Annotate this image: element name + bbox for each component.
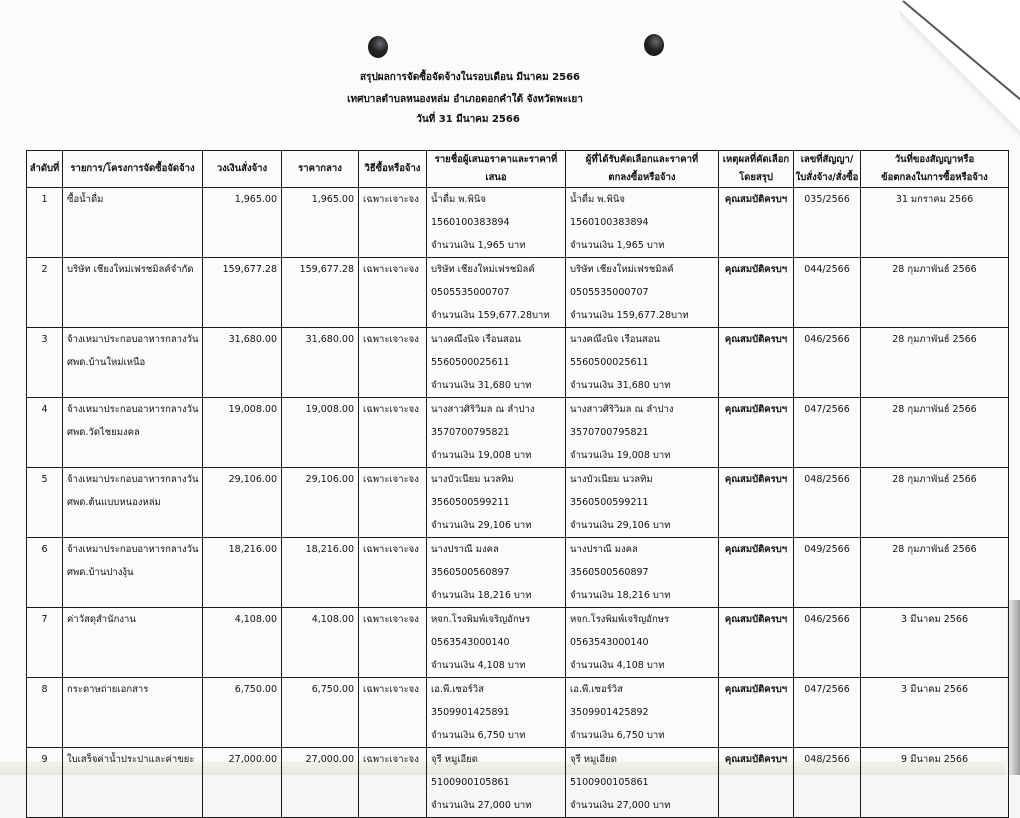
bidder-name: นางปราณี มงคล [431,544,499,555]
bidder-amount: จำนวนเงิน 29,106 บาท [431,520,532,531]
winner-name: น้ำดื่ม พ.พินิจ [570,194,625,205]
contract-date: 28 กุมภาพันธ์ 2566 [892,474,977,485]
item-name-line1: ซื้อน้ำดื่ม [67,194,104,205]
report-title: สรุปผลการจัดซื้อจัดจ้างในรอบเดือน มีนาคม 2566 [359,72,581,83]
procurement-method: เฉพาะเจาะจง [363,404,419,415]
col-header-date-line2: ข้อตกลงในการซื้อหรือจ้าง [881,172,988,183]
winner-amount: จำนวนเงิน 18,216 บาท [570,590,671,601]
row-number: 7 [41,614,48,625]
procurement-method: เฉพาะเจาะจง [363,614,419,625]
selection-reason: คุณสมบัติครบฯ [724,194,788,205]
bidder-name: หจก.โรงพิมพ์เจริญอักษร [431,614,531,625]
selection-reason: คุณสมบัติครบฯ [724,474,788,485]
item-name-line2: ศพด.บ้านปางงุ้น [67,567,134,578]
contract-date: 3 มีนาคม 2566 [901,684,968,695]
budget-amount: 29,106.00 [228,474,277,485]
contract-number: 047/2566 [804,684,850,695]
median-price: 1,965.00 [311,194,354,205]
bidder-name: นางคณึงนิจ เรือนสอน [431,334,521,345]
report-date: วันที่ 31 มีนาคม 2566 [416,114,520,125]
contract-number: 046/2566 [804,614,850,625]
winner-tax-id: 3570700795821 [570,427,649,438]
procurement-method: เฉพาะเจาะจง [363,684,419,695]
winner-name: นางคณึงนิจ เรือนสอน [570,334,660,345]
budget-amount: 6,750.00 [234,684,277,695]
selection-reason: คุณสมบัติครบฯ [724,614,788,625]
col-header-date-line1: วันที่ของสัญญาหรือ [894,154,975,165]
table-row [27,468,1009,538]
bidder-tax-id: 3560500560897 [431,567,510,578]
winner-amount: จำนวนเงิน 19,008 บาท [570,450,671,461]
row-number: 4 [41,404,48,415]
row-number: 2 [41,264,48,275]
item-name-line2 [63,631,202,635]
winner-tax-id: 5560500025611 [570,357,649,368]
item-name-line1: จ้างเหมาประกอบอาหารกลางวัน [67,334,199,345]
bidder-name: จุรี หมูเอียด [431,754,478,765]
table-row [27,538,1009,608]
contract-number: 035/2566 [804,194,850,205]
winner-name: นางปราณี มงคล [570,544,638,555]
procurement-method: เฉพาะเจาะจง [363,334,419,345]
col-header-reason [719,151,794,188]
item-name-line2: ศพด.บ้านใหม่เหนือ [67,357,146,368]
table-header-row [27,151,1009,188]
median-price: 31,680.00 [305,334,354,345]
item-name-line1: บริษัท เชียงใหม่เฟรชมิลค์จำกัด [67,264,194,275]
row-number: 5 [41,474,48,485]
bidder-amount: จำนวนเงิน 27,000 บาท [431,800,532,811]
bidder-amount: จำนวนเงิน 31,680 บาท [431,380,532,391]
median-price: 18,216.00 [305,544,354,555]
col-header-winner-line2: ตกลงซื้อหรือจ้าง [608,172,676,183]
procurement-table [26,150,1009,818]
budget-amount: 159,677.28 [222,264,277,275]
procurement-method: เฉพาะเจาะจง [363,264,419,275]
winner-amount: จำนวนเงิน 6,750 บาท [570,730,665,741]
winner-tax-id: 3509901425892 [570,707,649,718]
bidder-name: นางบัวเนียม นวลทิม [431,474,514,485]
contract-date: 28 กุมภาพันธ์ 2566 [892,334,977,345]
bidder-name: เอ.พี.เซอร์วิส [431,684,484,695]
table-row [27,678,1009,748]
procurement-method: เฉพาะเจาะจง [363,474,419,485]
folded-corner [900,0,1020,150]
winner-amount: จำนวนเงิน 31,680 บาท [570,380,671,391]
median-price: 6,750.00 [311,684,354,695]
item-name-line1: จ้างเหมาประกอบอาหารกลางวัน [67,544,199,555]
item-name-line1: ใบเสร็จค่าน้ำประปาและค่าขยะ [67,754,195,765]
row-number: 6 [41,544,48,555]
budget-amount: 1,965.00 [234,194,277,205]
selection-reason: คุณสมบัติครบฯ [724,334,788,345]
winner-amount: จำนวนเงิน 27,000 บาท [570,800,671,811]
item-name-line1: ค่าวัสดุสำนักงาน [67,614,136,625]
winner-amount: จำนวนเงิน 4,108 บาท [570,660,665,671]
row-number: 3 [41,334,48,345]
table-row [27,188,1009,258]
bidder-amount: จำนวนเงิน 19,008 บาท [431,450,532,461]
winner-tax-id: 0563543000140 [570,637,649,648]
bidder-amount: จำนวนเงิน 4,108 บาท [431,660,526,671]
selection-reason: คุณสมบัติครบฯ [724,264,788,275]
winner-amount: จำนวนเงิน 1,965 บาท [570,240,665,251]
winner-name: บริษัท เชียงใหม่เฟรชมิลค์ [570,264,674,275]
procurement-method: เฉพาะเจาะจง [363,754,419,765]
contract-date: 28 กุมภาพันธ์ 2566 [892,264,977,275]
bidder-tax-id: 1560100383894 [431,217,510,228]
contract-number: 044/2566 [804,264,850,275]
selection-reason: คุณสมบัติครบฯ [724,754,788,765]
table-row [27,748,1009,818]
bidder-name: นางสาวศิริวิมล ณ ลำปาง [431,404,535,415]
col-header-reason-line2: โดยสรุป [739,172,773,183]
row-number: 9 [41,754,48,765]
winner-name: จุรี หมูเอียด [570,754,617,765]
contract-date: 3 มีนาคม 2566 [901,614,968,625]
selection-reason: คุณสมบัติครบฯ [724,404,788,415]
budget-amount: 19,008.00 [228,404,277,415]
bidder-tax-id: 0563543000140 [431,637,510,648]
row-number: 8 [41,684,48,695]
contract-date: 28 กุมภาพันธ์ 2566 [892,544,977,555]
winner-name: เอ.พี.เซอร์วิส [570,684,623,695]
contract-number: 048/2566 [804,474,850,485]
item-name-line1: กระดาษถ่ายเอกสาร [67,684,149,695]
procurement-method: เฉพาะเจาะจง [363,544,419,555]
bidder-tax-id: 0505535000707 [431,287,510,298]
budget-amount: 18,216.00 [228,544,277,555]
item-name-line1: จ้างเหมาประกอบอาหารกลางวัน [67,404,199,415]
contract-number: 049/2566 [804,544,850,555]
bidder-tax-id: 5560500025611 [431,357,510,368]
item-name-line2 [63,701,202,705]
col-header-date [861,151,1009,188]
bidder-amount: จำนวนเงิน 18,216 บาท [431,590,532,601]
col-header-contract [794,151,861,188]
bidder-name: น้ำดื่ม พ.พินิจ [431,194,486,205]
col-header-item: รายการ/โครงการจัดซื้อจัดจ้าง [63,151,203,188]
col-header-budget: วงเงินสั่งจ้าง [203,151,282,188]
item-name-line2 [63,211,202,215]
bidder-tax-id: 3560500599211 [431,497,510,508]
item-name-line1: จ้างเหมาประกอบอาหารกลางวัน [67,474,199,485]
winner-name: นางบัวเนียม นวลทิม [570,474,653,485]
bidder-amount: จำนวนเงิน 1,965 บาท [431,240,526,251]
budget-amount: 27,000.00 [228,754,277,765]
median-price: 4,108.00 [311,614,354,625]
contract-date: 31 มกราคม 2566 [895,194,974,205]
contract-number: 048/2566 [804,754,850,765]
col-header-method: วิธีซื้อหรือจ้าง [359,151,427,188]
col-header-reason-line1: เหตุผลที่คัดเลือก [722,154,790,165]
col-header-bidders: รายชื่อผู้เสนอราคาและราคาที่เสนอ [427,151,566,188]
winner-tax-id: 3560500560897 [570,567,649,578]
bidder-tax-id: 3570700795821 [431,427,510,438]
budget-amount: 4,108.00 [234,614,277,625]
contract-number: 047/2566 [804,404,850,415]
bidder-name: บริษัท เชียงใหม่เฟรชมิลค์ [431,264,535,275]
col-header-no: ลำดับที่ [27,151,63,188]
bidder-tax-id: 5100900105861 [431,777,510,788]
selection-reason: คุณสมบัติครบฯ [724,544,788,555]
median-price: 159,677.28 [299,264,354,275]
winner-amount: จำนวนเงิน 29,106 บาท [570,520,671,531]
contract-date: 9 มีนาคม 2566 [901,754,968,765]
winner-tax-id: 0505535000707 [570,287,649,298]
col-header-winner-line1: ผู้ที่ได้รับคัดเลือกและราคาที่ [585,154,699,165]
winner-tax-id: 3560500599211 [570,497,649,508]
winner-tax-id: 5100900105861 [570,777,649,788]
row-number: 1 [41,194,48,205]
table-row [27,398,1009,468]
winner-amount: จำนวนเงิน 159,677.28บาท [570,310,689,321]
bidder-amount: จำนวนเงิน 6,750 บาท [431,730,526,741]
winner-name: หจก.โรงพิมพ์เจริญอักษร [570,614,670,625]
median-price: 29,106.00 [305,474,354,485]
median-price: 19,008.00 [305,404,354,415]
winner-tax-id: 1560100383894 [570,217,649,228]
item-name-line2: ศพด.วัดไชยมงคล [67,427,140,438]
col-header-contract-line2: ใบสั่งจ้าง/สั่งซื้อ [795,172,859,183]
procurement-method: เฉพาะเจาะจง [363,194,419,205]
bidder-amount: จำนวนเงิน 159,677.28บาท [431,310,550,321]
col-header-winner [566,151,719,188]
col-header-contract-line1: เลขที่สัญญา/ [800,154,854,165]
winner-name: นางสาวศิริวิมล ณ ลำปาง [570,404,674,415]
punch-hole-right [644,34,664,56]
table-row [27,258,1009,328]
selection-reason: คุณสมบัติครบฯ [724,684,788,695]
contract-date: 28 กุมภาพันธ์ 2566 [892,404,977,415]
col-header-median-price: ราคากลาง [282,151,359,188]
budget-amount: 31,680.00 [228,334,277,345]
median-price: 27,000.00 [305,754,354,765]
item-name-line2: ศพด.ต้นแบบหนองหล่ม [67,497,161,508]
table-row [27,608,1009,678]
item-name-line2 [63,281,202,285]
bidder-tax-id: 3509901425891 [431,707,510,718]
table-row [27,328,1009,398]
punch-hole-left [368,36,388,58]
organization-name: เทศบาลตำบลหนองหล่ม อำเภอดอกคำใต้ จังหวัดพะเยา [347,94,583,105]
item-name-line2 [63,771,202,775]
contract-number: 046/2566 [804,334,850,345]
